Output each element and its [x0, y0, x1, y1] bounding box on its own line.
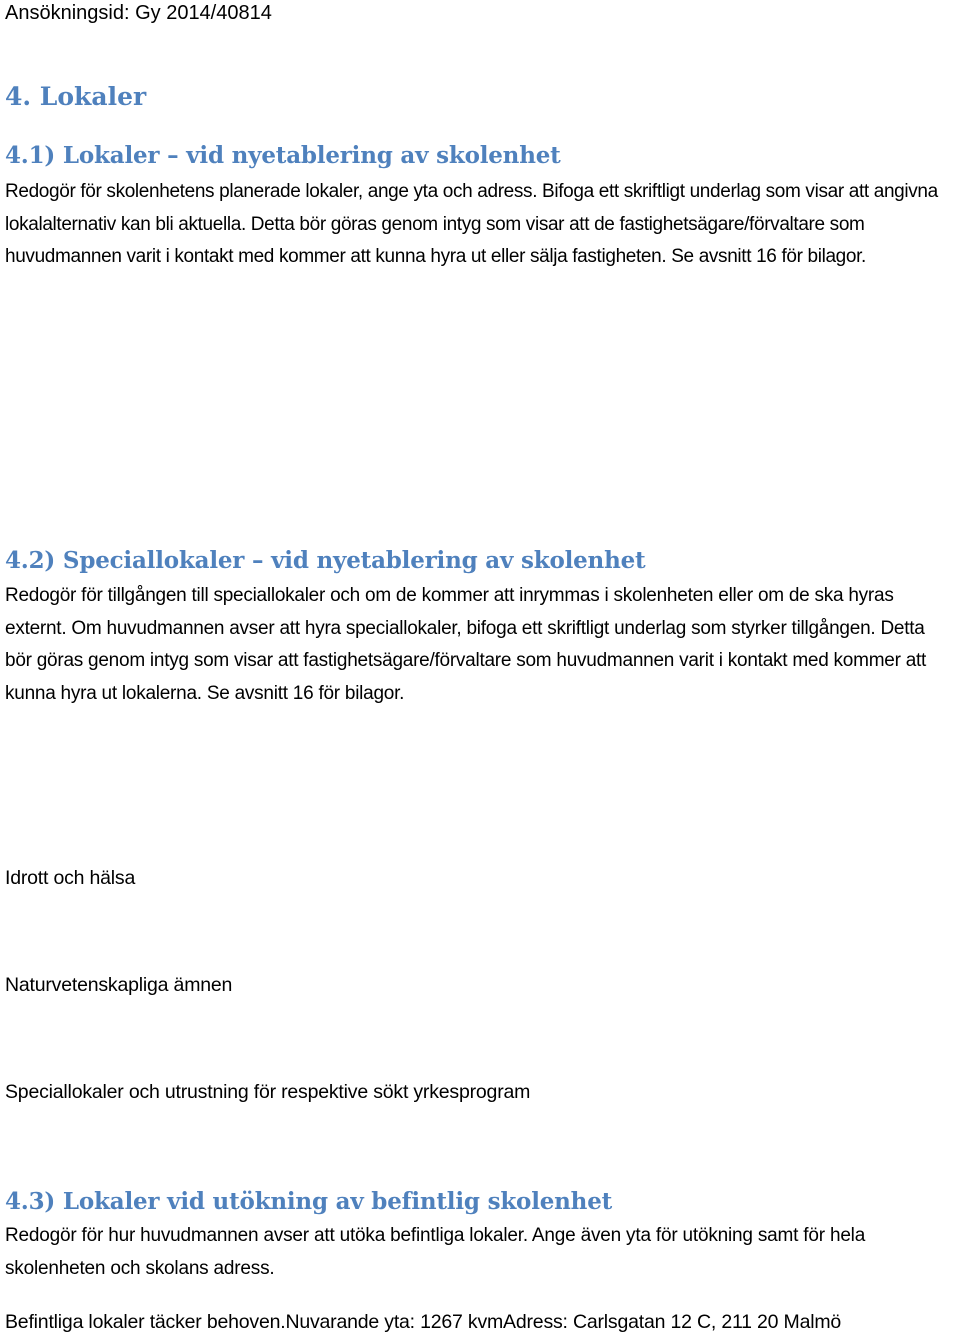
field-label-yrkesprogram: Speciallokaler och utrustning för respektive sökt yrkesprogram	[5, 1081, 531, 1103]
subsection-body-4-2: Redogör för tillgången till speciallokaler och om de kommer att inrymmas i skolenheten eller om de ska hyras externt. Om huvudmannen avser att hyra speciallokaler, bifoga ett skriftligt underlag som styrker tillgången. Detta bör göras genom intyg som visar att fastighetsägare/förvaltare som huvudmannen varit i kontakt med kommer att kunna hyra ut lokalerna. Se avsnitt 16 för bilagor.	[5, 585, 927, 704]
subsection-title-4-2: 4.2) Speciallokaler – vid nyetablering av skolenhet	[5, 547, 646, 574]
subsection-body-4-3: Redogör för hur huvudmannen avser att utöka befintliga lokaler. Ange även yta för utökning samt för hela skolenheten och skolans adress.	[5, 1225, 866, 1279]
field-label-idrott: Idrott och hälsa	[5, 867, 136, 889]
subsection-body-4-1: Redogör för skolenhetens planerade lokaler, ange yta och adress. Bifoga ett skriftligt underlag som visar att angivna lokalalternativ kan bli aktuella. Detta bör göras genom intyg som visar att de fastighetsägare/förvaltare som huvudmannen varit i kontakt med kommer att kunna hyra ut eller sälja fastigheten. Se avsnitt 16 för bilagor.	[5, 181, 938, 267]
answer-4-3: Befintliga lokaler täcker behoven.Nuvarande yta: 1267 kvmAdress: Carlsgatan 12 C, 211 20 Malmö	[5, 1311, 842, 1333]
field-label-naturvetenskap: Naturvetenskapliga ämnen	[5, 974, 233, 996]
subsection-title-4-3: 4.3) Lokaler vid utökning av befintlig skolenhet	[5, 1188, 613, 1215]
application-id: Ansökningsid: Gy 2014/40814	[5, 2, 272, 24]
subsection-title-4-1: 4.1) Lokaler – vid nyetablering av skolenhet	[5, 142, 561, 169]
section-title: 4. Lokaler	[5, 82, 147, 111]
